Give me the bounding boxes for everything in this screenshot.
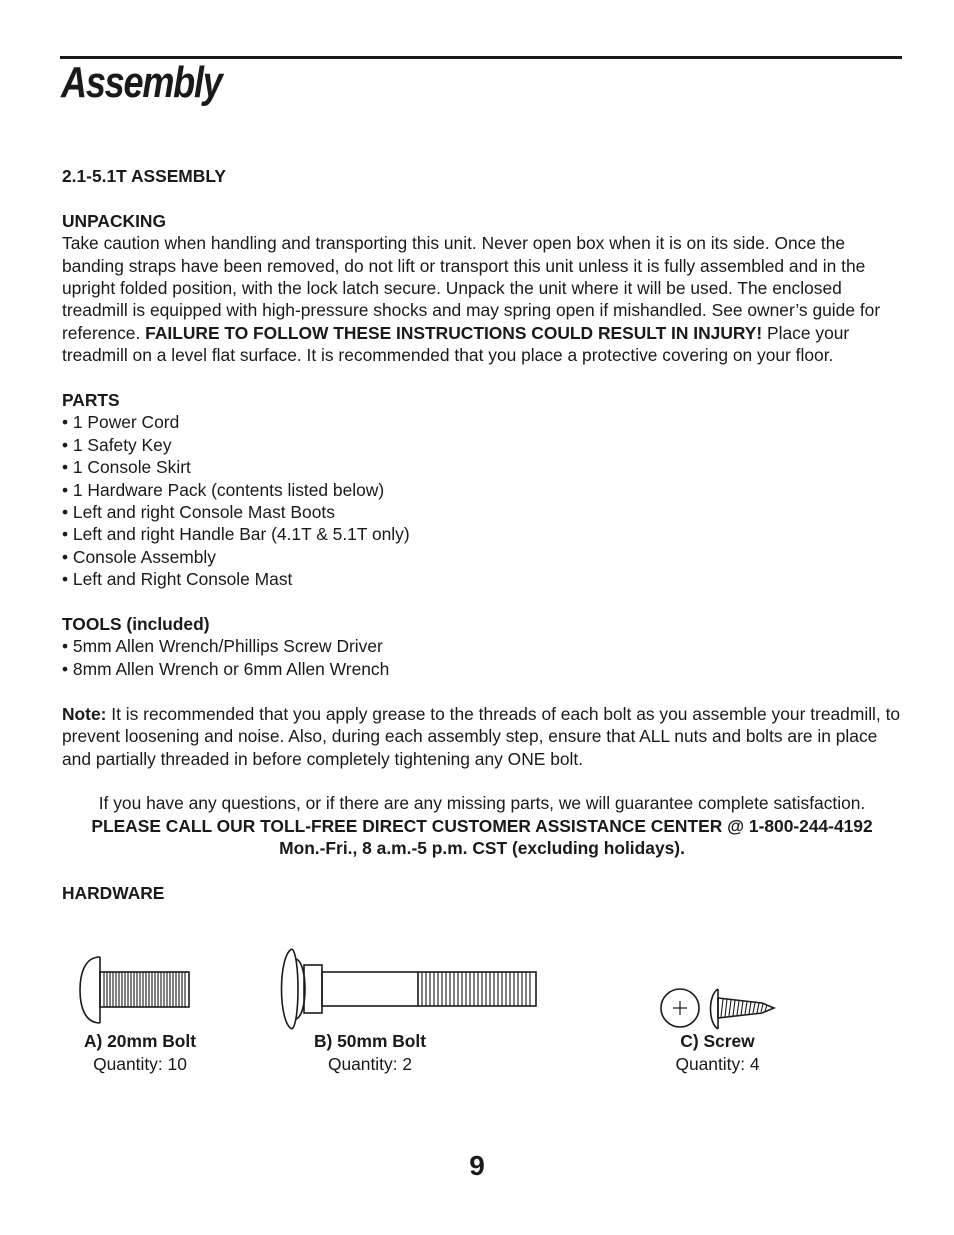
note-label: Note: (62, 703, 107, 724)
page-content (62, 165, 902, 904)
list-item: • Left and right Handle Bar (4.1T & 5.1T only) (62, 523, 902, 545)
list-item: • 8mm Allen Wrench or 6mm Allen Wrench (62, 658, 902, 680)
list-item: • 5mm Allen Wrench/Phillips Screw Driver (62, 635, 902, 657)
hardware-label: C) Screw (680, 1031, 755, 1051)
list-item: • Left and right Console Mast Boots (62, 501, 902, 523)
unpacking-paragraph (62, 232, 902, 366)
list-item: • Console Assembly (62, 546, 902, 568)
hardware-label: A) 20mm Bolt (83, 1031, 197, 1051)
hardware-heading: HARDWARE (62, 882, 165, 903)
carriage-bolt-icon (70, 945, 210, 1030)
contact-hours-line: Mon.-Fri., 8 a.m.-5 p.m. CST (excluding holidays). (279, 838, 685, 859)
hardware-row (0, 945, 954, 1085)
hardware-item-screw (650, 945, 785, 1076)
unpacking-warning: FAILURE TO FOLLOW THESE INSTRUCTIONS COULD RESULT IN INJURY! (145, 322, 763, 343)
list-item: • 1 Safety Key (62, 434, 902, 456)
long-bolt-icon (270, 945, 550, 1030)
section-title: 2.1-5.1T ASSEMBLY (62, 166, 226, 186)
contact-phone-line: PLEASE CALL OUR TOLL-FREE DIRECT CUSTOMER ASSISTANCE CENTER @ 1-800-244-4192 (91, 815, 873, 836)
tools-heading: TOOLS (included) (62, 614, 210, 635)
hardware-quantity: Quantity: 10 (93, 1054, 187, 1074)
parts-heading: PARTS (62, 390, 120, 411)
parts-list (62, 411, 902, 590)
note-paragraph (62, 703, 902, 770)
list-item: • 1 Hardware Pack (contents listed below) (62, 479, 902, 501)
tools-list (62, 635, 902, 680)
note-text: It is recommended that you apply grease to the threads of each bolt as you assemble your treadmill, to prevent loosening and noise. Also, during each assembly step, ensure that ALL nuts and bolts are in place and partially threaded in before completely tightening any ONE bolt. (62, 703, 901, 769)
list-item: • 1 Console Skirt (62, 456, 902, 478)
contact-line-1: If you have any questions, or if there are any missing parts, we will guarantee complete satisfaction. (98, 793, 866, 814)
unpacking-text-1: Take caution when handling and transporting this unit. Never open box when it is on its side. Once the banding straps have been removed, do not lift or transport this unit unless it is fully assembled and in the upright folded position, with the lock latch secure. Unpack the unit where it will be used. The enclosed treadmill is equipped with high-pressure shocks and may spring open if mishandled. See owner’s guide for reference. (62, 233, 881, 343)
page-number: 9 (469, 1150, 485, 1181)
phillips-screw-icon (650, 945, 785, 1030)
hardware-quantity: Quantity: 2 (327, 1054, 413, 1074)
hardware-item-20mm-bolt (70, 945, 210, 1076)
page-title: Assembly (61, 58, 222, 107)
list-item: • 1 Power Cord (62, 411, 902, 433)
unpacking-text-2: Place your treadmill on a level flat surface. It is recommended that you place a protective covering on your floor. (62, 322, 850, 366)
hardware-label: B) 50mm Bolt (313, 1031, 427, 1051)
hardware-item-50mm-bolt (270, 945, 550, 1076)
hardware-quantity: Quantity: 4 (675, 1054, 760, 1074)
list-item: • Left and Right Console Mast (62, 568, 902, 590)
unpacking-heading: UNPACKING (62, 210, 167, 231)
